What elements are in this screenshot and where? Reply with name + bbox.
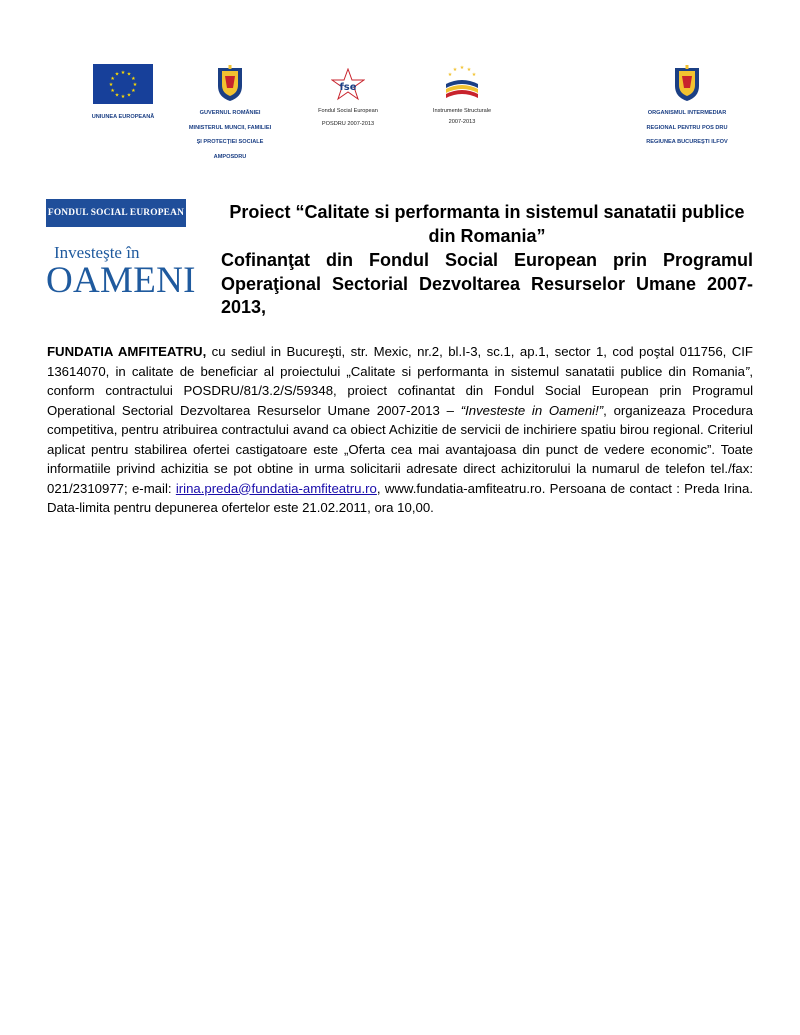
structural-instruments-icon <box>442 62 482 104</box>
svg-text:★: ★ <box>126 71 132 78</box>
svg-text:★: ★ <box>110 76 115 82</box>
structural-instruments-caption-1: Instrumente Structurale <box>432 108 492 114</box>
svg-text:★: ★ <box>131 76 136 82</box>
email-link[interactable]: irina.preda@fundatia-amfiteatru.ro <box>175 480 377 496</box>
svg-text:★: ★ <box>131 88 136 94</box>
svg-text:★: ★ <box>120 70 126 76</box>
slogan-text: “Investeste in Oameni!” <box>460 402 604 418</box>
romanian-coat-of-arms-icon <box>216 64 244 102</box>
government-caption-2: MINISTERUL MUNCII, FAMILIEI <box>188 124 272 131</box>
announcement-paragraph <box>47 342 753 518</box>
fse-caption-1: Fondul Social European <box>318 108 378 114</box>
organization-name: FUNDATIA AMFITEATRU, <box>47 344 207 359</box>
structural-instruments-logo <box>410 58 514 125</box>
paragraph-part-3: , organizeaza Procedura competitiva, pentru atribuirea contractului avand ca obiect Achizitie de servicii de inchiriere spatiu birou regional. Criteriul aplicat pentru stabilirea ofertei castigatoare este „Oferta cea mai avantajoasa din punct de vedere economic”. Toate informatiile privind achizitia se pot obtine in urma solicitarii adresate direct achizitorului la numarul de telefon tel./fax: 021/2310977; e-mail: <box>47 402 754 496</box>
government-caption-3: ŞI PROTECŢIEI SOCIALE <box>196 139 264 146</box>
svg-text:★: ★ <box>459 65 465 71</box>
svg-text:★: ★ <box>114 92 120 99</box>
intermediate-body-logo <box>628 58 746 146</box>
intermediate-body-caption-3: REGIUNEA BUCUREŞTI ILFOV <box>646 139 728 146</box>
paragraph-part-4: , www.fundatia-amfiteatru.ro. Persoana de contact : Preda Irina. Data-limita pentru depunerea ofertelor este 21.02.2011, ora 10,00. <box>47 480 753 515</box>
invest-in-people-logo <box>46 243 196 301</box>
government-logo <box>178 58 282 160</box>
fse-banner: FONDUL SOCIAL EUROPEAN <box>46 199 186 227</box>
svg-text:★: ★ <box>114 71 120 78</box>
government-caption-1: GUVERNUL ROMÂNIEI <box>199 110 261 116</box>
fse-logo <box>296 58 400 127</box>
romanian-coat-of-arms-icon <box>673 64 701 102</box>
structural-instruments-caption-2: 2007-2013 <box>448 118 476 125</box>
invest-slogan-line2: OAMENI <box>46 260 196 301</box>
eu-caption: UNIUNEA EUROPEANĂ <box>91 114 155 120</box>
svg-text:★: ★ <box>471 72 477 78</box>
svg-text:★: ★ <box>108 82 114 88</box>
closing-quote: ” <box>744 363 750 379</box>
svg-text:★: ★ <box>132 82 138 88</box>
fse-caption-2: POSDRU 2007-2013 <box>321 120 375 127</box>
svg-text:★: ★ <box>447 72 453 78</box>
fse-star-icon <box>331 68 365 102</box>
project-heading <box>221 201 753 320</box>
project-title: Proiect “Calitate si performanta in sistemul sanatatii publice din Romania” <box>229 202 745 246</box>
intermediate-body-caption-1: ORGANISMUL INTERMEDIAR <box>647 110 727 116</box>
svg-text:★: ★ <box>466 67 472 73</box>
svg-text:★: ★ <box>126 92 132 99</box>
intermediate-body-caption-2: REGIONAL PENTRU POS DRU <box>646 124 728 131</box>
cofinancing-subtitle: Cofinanţat din Fondul Social European prin Programul Operaţional Sectorial Dezvoltarea Resurselor Umane 2007- 2013, <box>221 250 753 317</box>
paragraph-part-1: cu sediul in Bucureşti, str. Mexic, nr.2, bl.I-3, sc.1, ap.1, sector 1, cod poştal 011756, CIF 13614070, in calitate de beneficiar al proiectului „Calitate si performanta in sistemul sanatatii publice din Romania <box>47 344 753 379</box>
partner-logo-strip <box>72 58 748 158</box>
eu-logo <box>80 58 166 121</box>
government-caption-4: AMPOSDRU <box>213 153 247 160</box>
paragraph-part-2: , conform contractului POSDRU/81/3.2/S/59348, proiect cofinantat din Fondul Social European prin Programul Operational Sectorial Dezvoltarea Resurselor Umane 2007-2013 – <box>47 363 753 418</box>
invest-slogan-line1: Investeşte în <box>54 243 140 262</box>
svg-text:★: ★ <box>110 88 115 94</box>
svg-text:★: ★ <box>120 94 126 100</box>
svg-text:★: ★ <box>452 67 458 73</box>
eu-flag-icon <box>93 64 153 104</box>
svg-text:fse: fse <box>339 82 357 93</box>
